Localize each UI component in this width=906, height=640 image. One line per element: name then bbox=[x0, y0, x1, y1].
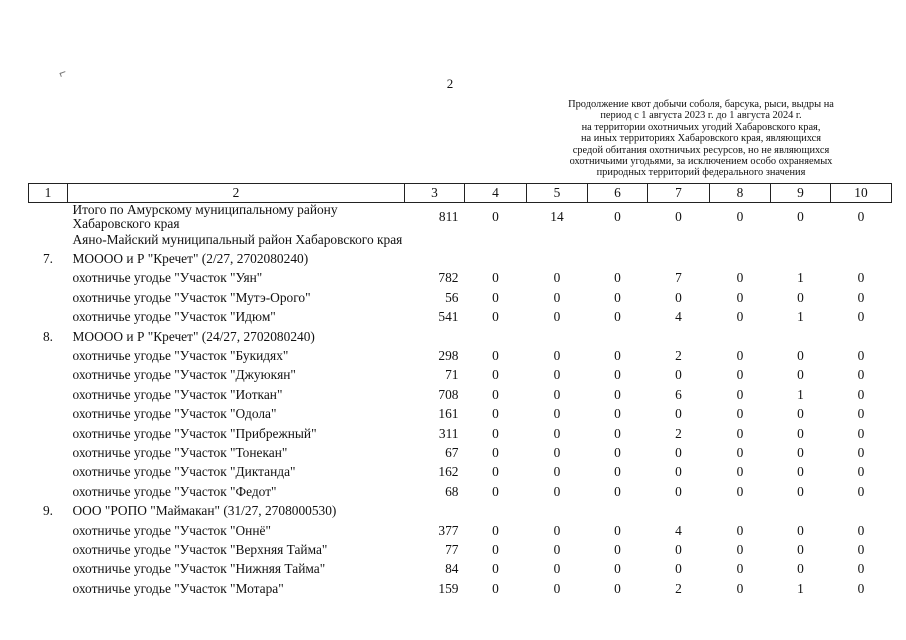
quota-value: 0 bbox=[736, 386, 744, 402]
quota-value: 0 bbox=[553, 561, 561, 577]
table-row bbox=[29, 521, 892, 540]
row-number bbox=[29, 540, 68, 559]
quota-value: 159 bbox=[438, 580, 459, 596]
quota-value: 0 bbox=[797, 464, 804, 480]
heading-line: на иных территориях Хабаровского края, являющихся bbox=[580, 133, 822, 145]
quota-value: 0 bbox=[857, 309, 865, 325]
row-name: Итого по Амурскому муниципальному району Хабаровского края bbox=[72, 202, 338, 231]
quota-value: 0 bbox=[736, 444, 744, 460]
quota-value bbox=[710, 230, 771, 249]
quota-value: 1 bbox=[797, 270, 804, 286]
quota-value: 68 bbox=[445, 483, 459, 499]
quota-value: 0 bbox=[492, 348, 499, 364]
quota-value: 84 bbox=[445, 561, 459, 577]
quota-value bbox=[831, 249, 892, 268]
table-row bbox=[29, 501, 892, 520]
quota-value: 0 bbox=[492, 406, 499, 422]
row-name: охотничье угодье "Участок "Букидях" bbox=[72, 348, 289, 364]
quota-value bbox=[465, 327, 527, 346]
continuation-heading bbox=[528, 99, 874, 179]
quota-value: 377 bbox=[438, 522, 459, 538]
quota-value: 0 bbox=[553, 444, 561, 460]
quota-value: 0 bbox=[614, 522, 621, 538]
row-number bbox=[29, 346, 68, 365]
row-number bbox=[29, 308, 68, 327]
quota-value: 708 bbox=[438, 386, 459, 402]
quota-value: 0 bbox=[553, 522, 561, 538]
quota-value: 0 bbox=[553, 580, 561, 596]
quota-value: 0 bbox=[736, 367, 744, 383]
row-name: охотничье угодье "Участок "Федот" bbox=[72, 483, 277, 499]
quota-value: 0 bbox=[797, 425, 804, 441]
quota-value bbox=[648, 327, 710, 346]
quota-value: 0 bbox=[857, 386, 865, 402]
quota-value: 0 bbox=[736, 208, 744, 224]
row-name: охотничье угодье "Участок "Мутэ-Орого" bbox=[72, 289, 311, 305]
quota-value: 541 bbox=[438, 309, 459, 325]
table-row bbox=[29, 249, 892, 268]
quota-value: 0 bbox=[614, 561, 621, 577]
quota-value: 0 bbox=[553, 270, 561, 286]
quota-value: 0 bbox=[797, 348, 804, 364]
row-name: охотничье угодье "Участок "Прибрежный" bbox=[72, 425, 317, 441]
heading-line: Продолжение квот добычи соболя, барсука, рыси, выдры на bbox=[568, 99, 834, 110]
quota-value: 71 bbox=[445, 367, 459, 383]
quota-value bbox=[527, 501, 588, 520]
column-header: 10 bbox=[831, 184, 892, 203]
quota-value: 2 bbox=[675, 348, 682, 364]
row-name: охотничье угодье "Участок "Оннё" bbox=[72, 522, 271, 538]
heading-line: на территории охотничьих угодий Хабаровского края, bbox=[581, 121, 821, 133]
table-row bbox=[29, 463, 892, 482]
quota-value: 4 bbox=[675, 309, 682, 325]
row-number bbox=[29, 269, 68, 288]
quota-value: 0 bbox=[492, 386, 499, 402]
quota-value: 0 bbox=[736, 483, 744, 499]
quota-value: 298 bbox=[438, 348, 459, 364]
table-row bbox=[29, 366, 892, 385]
quota-value: 0 bbox=[553, 367, 561, 383]
quota-value: 0 bbox=[736, 289, 744, 305]
quota-value: 0 bbox=[553, 425, 561, 441]
row-number bbox=[29, 424, 68, 443]
quota-value: 0 bbox=[857, 208, 865, 224]
table-row bbox=[29, 269, 892, 288]
quota-value bbox=[405, 327, 465, 346]
row-number bbox=[29, 443, 68, 462]
quota-value: 67 bbox=[445, 444, 459, 460]
row-number bbox=[29, 482, 68, 501]
column-header: 9 bbox=[771, 184, 831, 203]
quota-value: 0 bbox=[492, 309, 499, 325]
quota-value: 0 bbox=[857, 580, 865, 596]
row-name: охотничье угодье "Участок "Иоткан" bbox=[72, 386, 283, 402]
row-number bbox=[29, 366, 68, 385]
quota-value: 0 bbox=[797, 289, 804, 305]
row-name: Аяно-Майский муниципальный район Хабаровского края bbox=[72, 231, 403, 247]
quota-value bbox=[648, 230, 710, 249]
row-number bbox=[29, 288, 68, 307]
quota-value: 0 bbox=[675, 561, 682, 577]
column-header: 5 bbox=[527, 184, 588, 203]
quota-value bbox=[588, 327, 648, 346]
row-number: 8. bbox=[42, 328, 54, 344]
table-row bbox=[29, 288, 892, 307]
row-name: охотничье угодье "Участок "Уян" bbox=[72, 270, 263, 286]
quota-value: 0 bbox=[857, 483, 865, 499]
row-name: охотничье угодье "Участок "Диктанда" bbox=[72, 464, 296, 480]
quota-value: 0 bbox=[857, 541, 865, 557]
quota-value bbox=[405, 501, 465, 520]
row-name: охотничье угодье "Участок "Верхняя Тайма" bbox=[72, 541, 328, 557]
quota-value: 162 bbox=[438, 464, 459, 480]
quota-value: 0 bbox=[614, 386, 621, 402]
quota-value bbox=[465, 501, 527, 520]
column-number-row bbox=[29, 184, 892, 203]
quota-value: 1 bbox=[797, 309, 804, 325]
quota-value: 0 bbox=[857, 522, 865, 538]
quota-value: 0 bbox=[736, 348, 744, 364]
quota-value bbox=[831, 501, 892, 520]
quota-value: 782 bbox=[438, 270, 459, 286]
quota-value bbox=[588, 249, 648, 268]
quota-value: 0 bbox=[614, 580, 621, 596]
quota-value: 0 bbox=[675, 367, 682, 383]
column-header: 8 bbox=[710, 184, 771, 203]
page-number: 2 bbox=[446, 76, 454, 91]
quota-value bbox=[588, 501, 648, 520]
quota-value: 1 bbox=[797, 580, 804, 596]
quota-value bbox=[648, 501, 710, 520]
quota-value: 0 bbox=[736, 270, 744, 286]
row-number bbox=[29, 230, 68, 249]
quota-value: 0 bbox=[797, 208, 804, 224]
quota-value bbox=[465, 249, 527, 268]
quota-value: 0 bbox=[614, 541, 621, 557]
quota-value: 0 bbox=[614, 483, 621, 499]
quota-value: 0 bbox=[736, 580, 744, 596]
heading-line: природных территорий федерального значения bbox=[596, 167, 806, 179]
quota-value: 0 bbox=[553, 406, 561, 422]
heading-line: период с 1 августа 2023 г. до 1 августа 2024 г. bbox=[600, 110, 802, 122]
column-header: 1 bbox=[29, 184, 68, 203]
quota-value bbox=[527, 327, 588, 346]
quota-value bbox=[465, 230, 527, 249]
quota-value: 0 bbox=[675, 444, 682, 460]
row-number bbox=[29, 579, 68, 598]
table-row bbox=[29, 443, 892, 462]
quota-value bbox=[588, 230, 648, 249]
quota-value: 0 bbox=[614, 464, 621, 480]
quota-value: 7 bbox=[675, 270, 682, 286]
quota-value bbox=[405, 249, 465, 268]
table-row bbox=[29, 579, 892, 598]
heading-line: средой обитания охотничьих ресурсов, но не являющихся bbox=[572, 144, 830, 156]
quota-value: 6 bbox=[675, 386, 682, 402]
row-name: охотничье угодье "Участок "Одола" bbox=[72, 406, 277, 422]
quota-value bbox=[771, 501, 831, 520]
row-name: охотничье угодье "Участок "Тонекан" bbox=[72, 444, 288, 460]
quota-value: 0 bbox=[614, 367, 621, 383]
quota-value: 2 bbox=[675, 425, 682, 441]
table-row bbox=[29, 560, 892, 579]
quota-value bbox=[405, 230, 465, 249]
quota-value: 0 bbox=[857, 444, 865, 460]
row-name: МОООО и Р "Кречет" (2/27, 2702080240) bbox=[72, 251, 309, 267]
column-header: 4 bbox=[465, 184, 527, 203]
quota-value bbox=[831, 230, 892, 249]
quota-value: 0 bbox=[492, 270, 499, 286]
quota-value: 0 bbox=[492, 541, 499, 557]
quota-value: 311 bbox=[438, 425, 459, 441]
quota-value: 0 bbox=[857, 367, 865, 383]
quota-value: 0 bbox=[492, 561, 499, 577]
row-number bbox=[29, 203, 68, 231]
table-row bbox=[29, 308, 892, 327]
table-row bbox=[29, 346, 892, 365]
quota-value: 0 bbox=[492, 425, 499, 441]
column-header: 7 bbox=[648, 184, 710, 203]
quota-value: 0 bbox=[492, 289, 499, 305]
row-number: 7. bbox=[42, 251, 54, 267]
row-number bbox=[29, 385, 68, 404]
quota-value: 0 bbox=[614, 208, 621, 224]
quota-value: 0 bbox=[553, 386, 561, 402]
quota-value: 811 bbox=[438, 208, 459, 224]
quota-value: 0 bbox=[736, 522, 744, 538]
row-number: 9. bbox=[42, 503, 54, 519]
quota-value: 0 bbox=[797, 367, 804, 383]
quota-value: 0 bbox=[492, 464, 499, 480]
quota-value: 0 bbox=[857, 406, 865, 422]
quota-value: 0 bbox=[614, 348, 621, 364]
quota-value bbox=[710, 327, 771, 346]
heading-line: охотничьими угодьями, за исключением особо охраняемых bbox=[569, 156, 833, 168]
quota-value: 0 bbox=[614, 444, 621, 460]
quota-value bbox=[527, 230, 588, 249]
quota-value bbox=[710, 249, 771, 268]
scan-artifact bbox=[59, 71, 66, 77]
quota-value: 0 bbox=[857, 425, 865, 441]
quota-value: 0 bbox=[492, 580, 499, 596]
quota-table bbox=[28, 183, 892, 598]
quota-value: 161 bbox=[438, 406, 459, 422]
quota-value: 0 bbox=[797, 561, 804, 577]
quota-value: 0 bbox=[492, 367, 499, 383]
quota-value: 0 bbox=[492, 483, 499, 499]
row-name: охотничье угодье "Участок "Джуюкян" bbox=[72, 367, 296, 383]
quota-value: 0 bbox=[797, 522, 804, 538]
quota-value bbox=[710, 501, 771, 520]
quota-value: 0 bbox=[857, 464, 865, 480]
quota-value: 0 bbox=[614, 309, 621, 325]
row-name: охотничье угодье "Участок "Нижняя Тайма" bbox=[72, 561, 326, 577]
quota-value: 1 bbox=[797, 386, 804, 402]
quota-value: 0 bbox=[736, 541, 744, 557]
quota-value: 2 bbox=[675, 580, 682, 596]
quota-value: 56 bbox=[445, 289, 459, 305]
quota-value: 0 bbox=[553, 309, 561, 325]
quota-value bbox=[831, 327, 892, 346]
quota-value: 0 bbox=[797, 541, 804, 557]
quota-value: 0 bbox=[675, 541, 682, 557]
quota-value: 0 bbox=[857, 270, 865, 286]
quota-value: 0 bbox=[675, 289, 682, 305]
column-header: 2 bbox=[68, 184, 405, 203]
quota-value: 0 bbox=[553, 483, 561, 499]
quota-value: 0 bbox=[492, 208, 499, 224]
quota-value: 0 bbox=[797, 483, 804, 499]
quota-value: 0 bbox=[675, 483, 682, 499]
quota-value: 14 bbox=[550, 208, 564, 224]
quota-value: 0 bbox=[736, 425, 744, 441]
quota-value: 0 bbox=[553, 289, 561, 305]
row-name: МОООО и Р "Кречет" (24/27, 2702080240) bbox=[72, 328, 315, 344]
quota-value: 0 bbox=[797, 406, 804, 422]
quota-value: 0 bbox=[675, 464, 682, 480]
table-row bbox=[29, 482, 892, 501]
quota-value: 0 bbox=[675, 208, 682, 224]
quota-value: 4 bbox=[675, 522, 682, 538]
quota-value bbox=[771, 230, 831, 249]
quota-value: 0 bbox=[736, 464, 744, 480]
quota-value: 0 bbox=[492, 522, 499, 538]
quota-value: 0 bbox=[614, 289, 621, 305]
quota-value: 0 bbox=[857, 561, 865, 577]
quota-value: 0 bbox=[492, 444, 499, 460]
row-number bbox=[29, 463, 68, 482]
quota-value: 0 bbox=[553, 541, 561, 557]
quota-value: 0 bbox=[857, 289, 865, 305]
quota-value: 0 bbox=[614, 425, 621, 441]
quota-value: 0 bbox=[675, 406, 682, 422]
row-number bbox=[29, 405, 68, 424]
quota-value: 77 bbox=[445, 541, 459, 557]
quota-value: 0 bbox=[857, 348, 865, 364]
quota-value: 0 bbox=[736, 561, 744, 577]
column-header: 6 bbox=[588, 184, 648, 203]
quota-value bbox=[648, 249, 710, 268]
row-number bbox=[29, 521, 68, 540]
table-row bbox=[29, 203, 892, 231]
table-row bbox=[29, 405, 892, 424]
row-name: охотничье угодье "Участок "Мотара" bbox=[72, 580, 284, 596]
table-row bbox=[29, 327, 892, 346]
table-row bbox=[29, 424, 892, 443]
row-name: ООО "РОПО "Маймакан" (31/27, 2708000530) bbox=[72, 503, 337, 519]
quota-value: 0 bbox=[614, 406, 621, 422]
quota-value: 0 bbox=[797, 444, 804, 460]
table-row bbox=[29, 385, 892, 404]
quota-value bbox=[771, 249, 831, 268]
row-name: охотничье угодье "Участок "Идюм" bbox=[72, 309, 276, 325]
table-row bbox=[29, 540, 892, 559]
table-row bbox=[29, 230, 892, 249]
column-header: 3 bbox=[405, 184, 465, 203]
quota-value bbox=[527, 249, 588, 268]
quota-value: 0 bbox=[553, 348, 561, 364]
row-number bbox=[29, 560, 68, 579]
quota-value bbox=[771, 327, 831, 346]
quota-value: 0 bbox=[553, 464, 561, 480]
quota-value: 0 bbox=[736, 309, 744, 325]
quota-value: 0 bbox=[736, 406, 744, 422]
quota-value: 0 bbox=[614, 270, 621, 286]
